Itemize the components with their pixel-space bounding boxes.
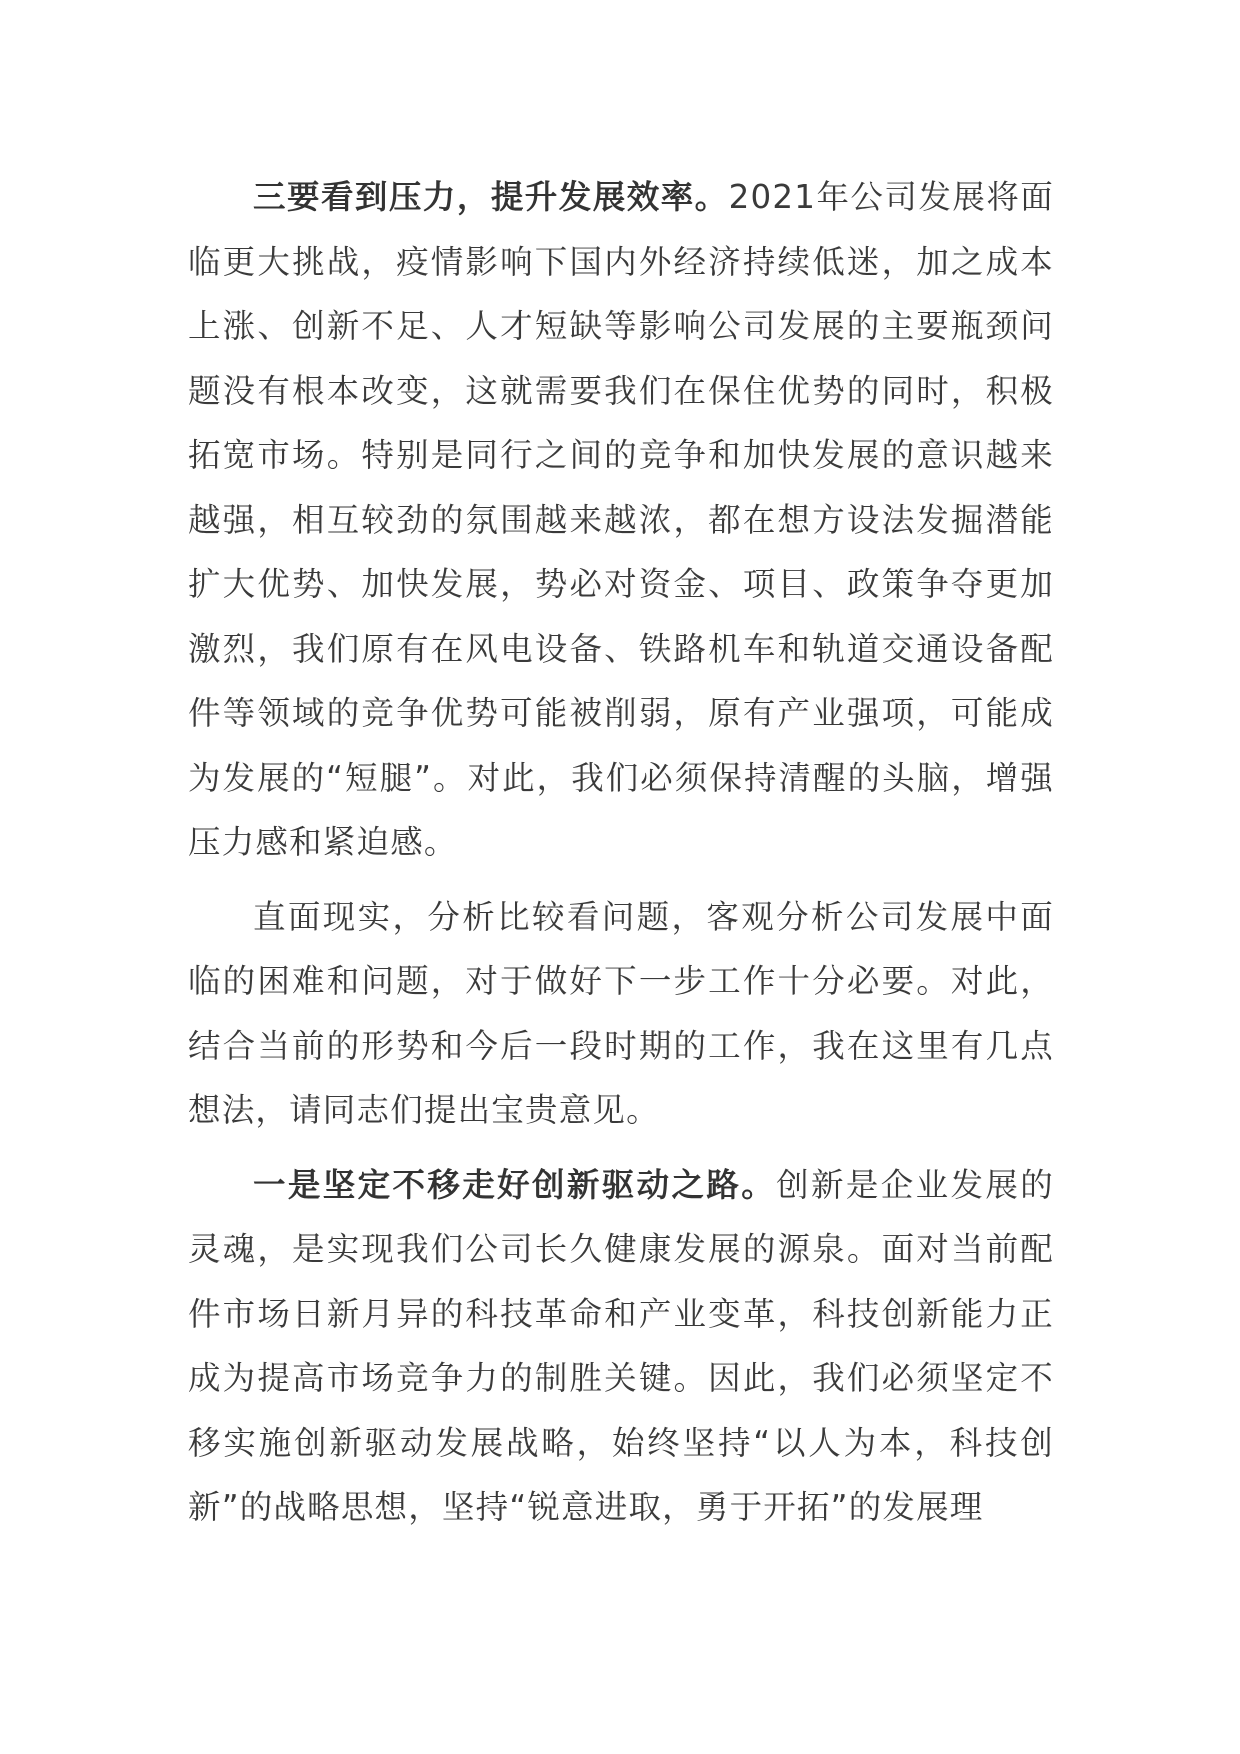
paragraph-lead-heading: 一是坚定不移走好创新驱动之路。 bbox=[253, 1165, 777, 1204]
paragraph-body-text: 2021年公司发展将面临更大挑战，疫情影响下国内外经济持续低迷，加之成本上涨、创新不足、人才短缺等影响公司发展的主要瓶颈问题没有根本改变，这就需要我们在保住优势的同时，积极拓宽市场。特别是同行之间的竞争和加快发展的意识越来越强，相互较劲的氛围越来越浓，都在想方设法发掘潜能扩大优势、加快发展，势必对资金、项目、政策争夺更加激烈，我们原有在风电设备、铁路机车和轨道交通设备配件等领域的竞争优势可能被削弱，原有产业强项，可能成为发展的“短腿”。对此，我们必须保持清醒的头脑，增强压力感和紧迫感。 bbox=[188, 178, 1054, 861]
paragraph-lead-heading: 三要看到压力，提升发展效率。 bbox=[253, 178, 729, 216]
paragraph-body-text: 直面现实，分析比较看问题，客观分析公司发展中面临的困难和问题，对于做好下一步工作十分必要。对此，结合当前的形势和今后一段时期的工作，我在这里有几点想法，请同志们提出宝贵意见。 bbox=[188, 897, 1054, 1129]
paragraph-pressure bbox=[188, 165, 1054, 875]
paragraph-innovation bbox=[188, 1153, 1054, 1540]
document-body bbox=[188, 165, 1054, 1550]
paragraph-body-text: 创新是企业发展的灵魂，是实现我们公司长久健康发展的源泉。面对当前配件市场日新月异的科技革命和产业变革，科技创新能力正成为提高市场竞争力的制胜关键。因此，我们必须坚定不移实施创新驱动发展战略，始终坚持“以人为本，科技创新”的战略思想，坚持“锐意进取，勇于开拓”的发展理 bbox=[188, 1165, 1054, 1526]
paragraph-reality bbox=[188, 885, 1054, 1143]
